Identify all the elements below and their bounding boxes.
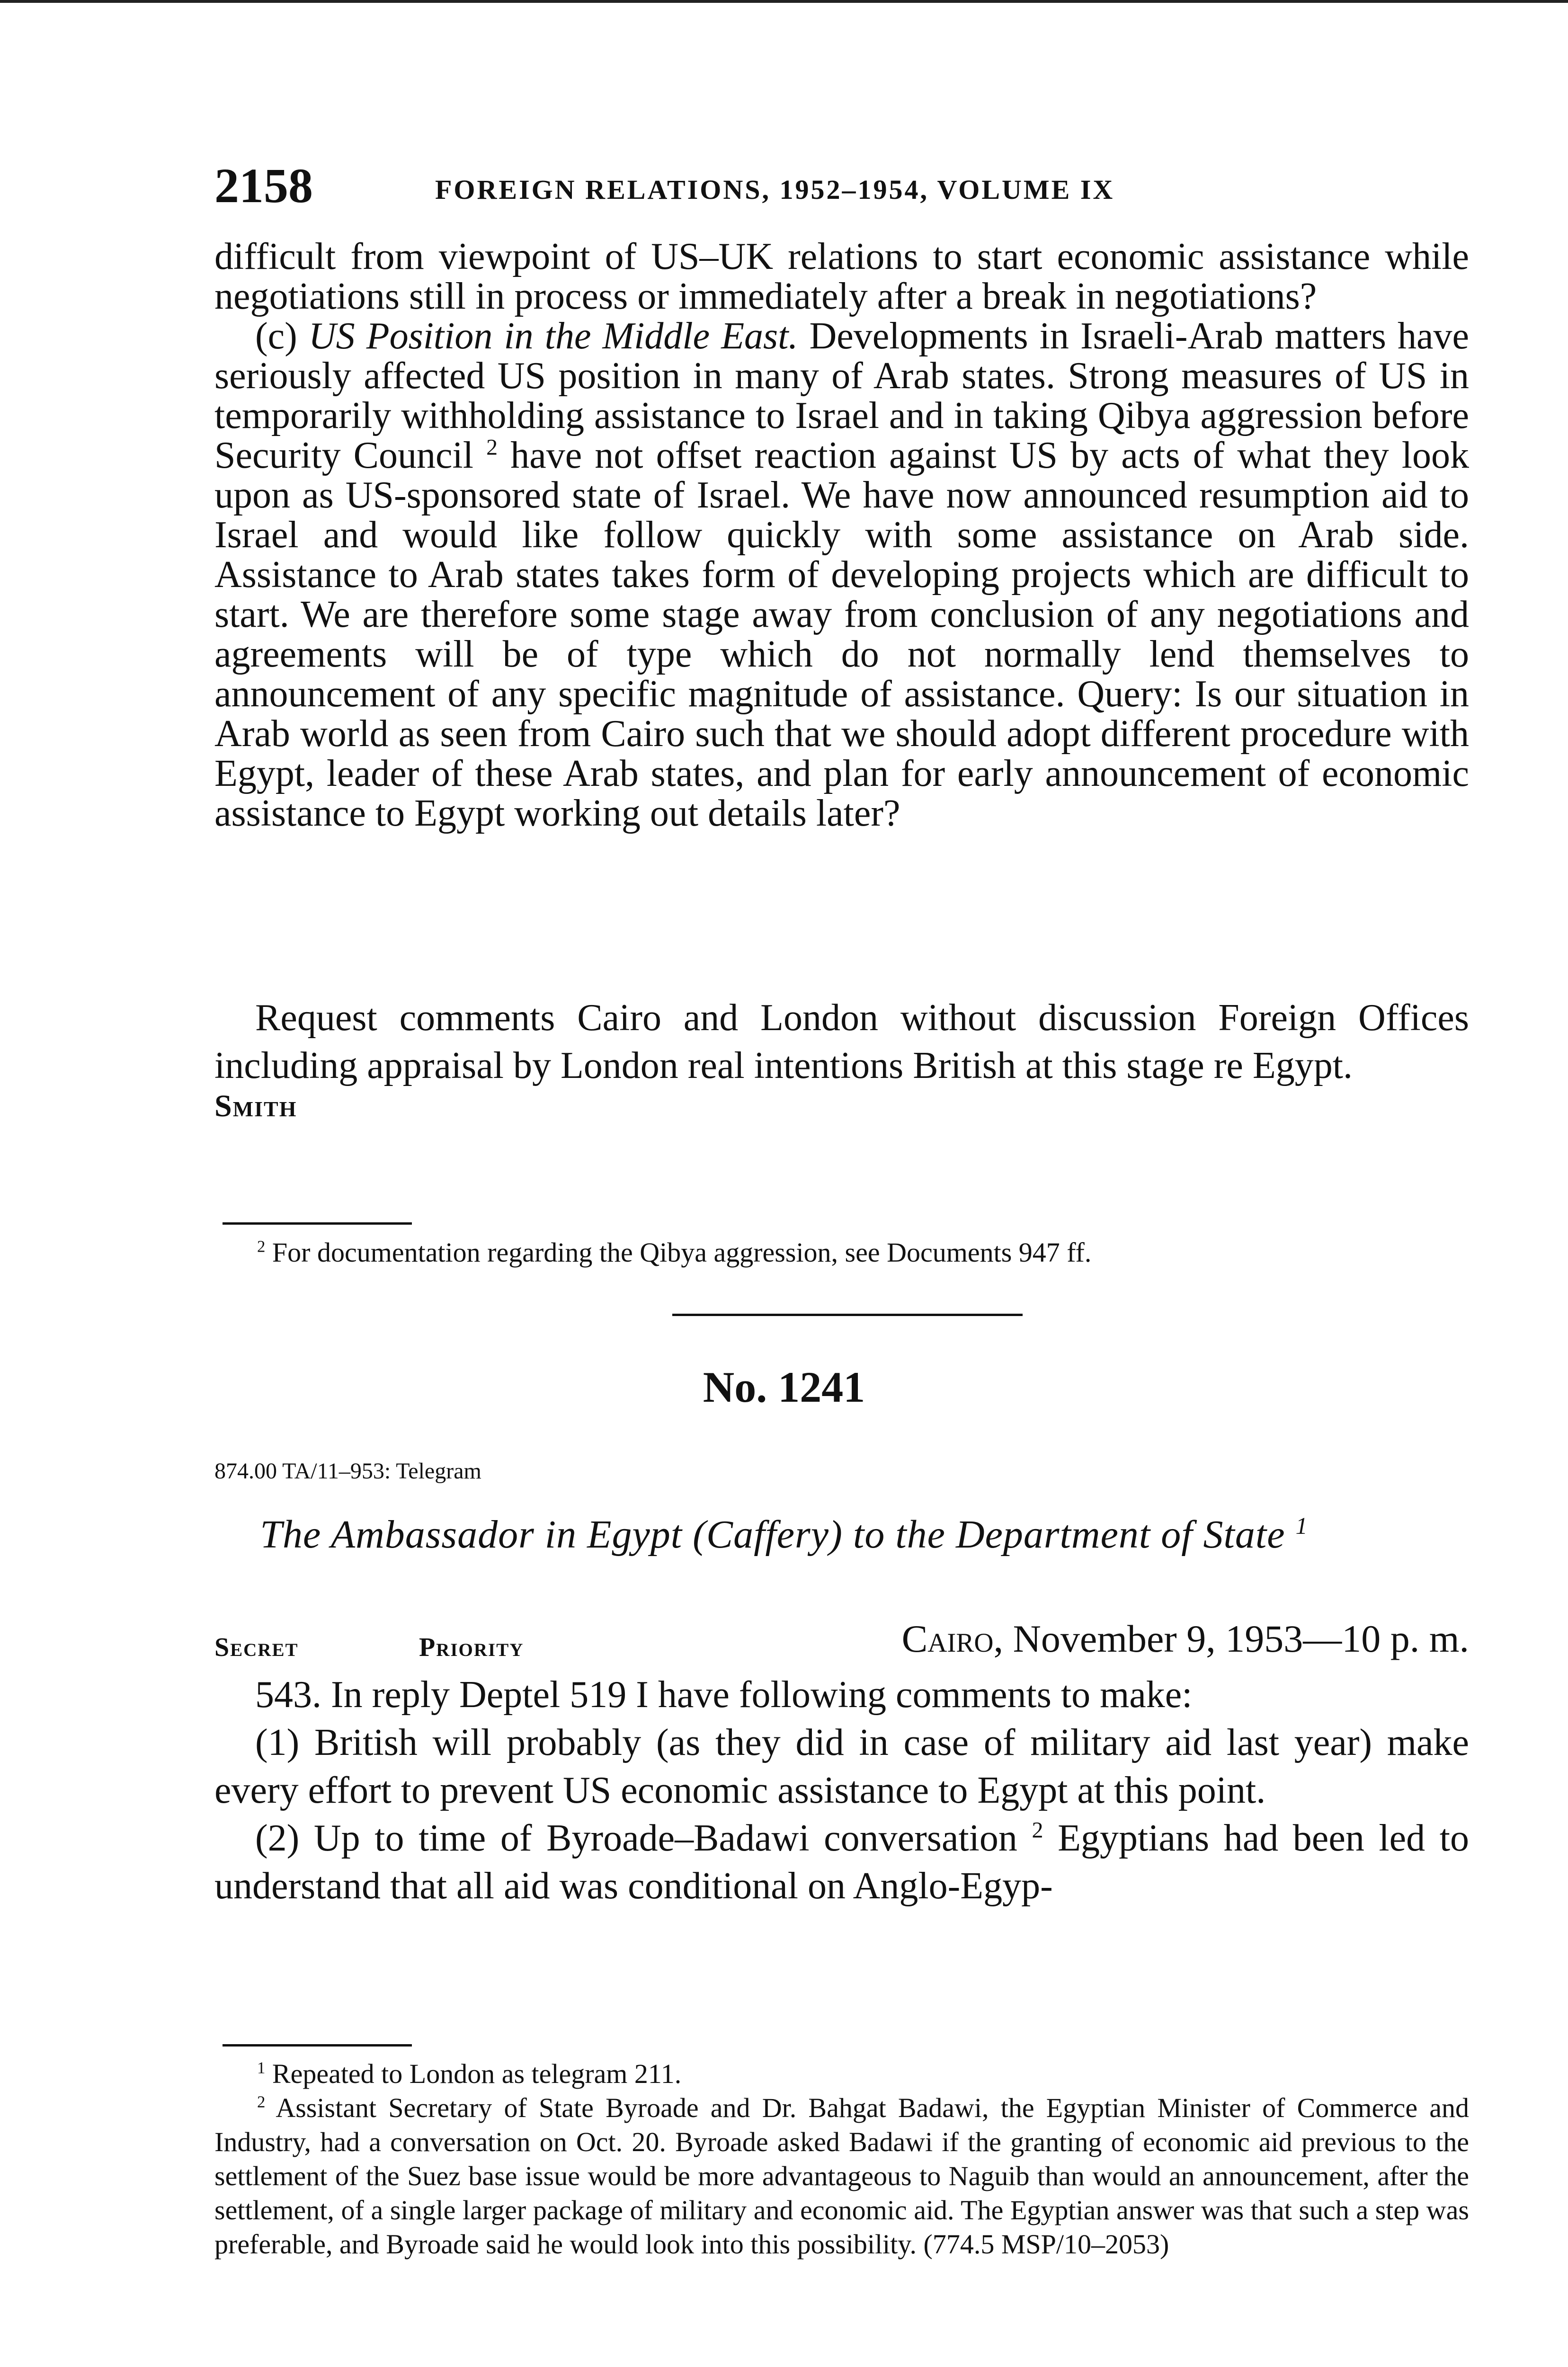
- footnote: $^2$ For documentation regarding the Qibya aggression, see Documents 947 ff.: [257, 1237, 1092, 1268]
- section-divider: [672, 1314, 1023, 1316]
- file-reference: 874.00 TA/11–953: Telegram: [214, 1459, 481, 1484]
- footnote-marker: 2: [1032, 1817, 1043, 1843]
- paragraph: (1) British will probably (as they did in case of military aid last year) make every effort to prevent US economic assistance to Egypt at this point.: [214, 1722, 1469, 1811]
- dateline: Cairo, November 9, 1953—10 p. m.: [901, 1617, 1469, 1660]
- signature: Smith: [214, 1089, 297, 1123]
- closing-paragraph: [214, 994, 1469, 1123]
- classification: Secret: [214, 1633, 299, 1662]
- footnote: $^1$ Repeated to London as telegram 211.: [257, 2058, 682, 2089]
- page-number: 2158: [214, 159, 313, 213]
- running-title: FOREIGN RELATIONS, 1952–1954, VOLUME IX: [435, 174, 1115, 205]
- footnote-rule: [223, 1222, 412, 1225]
- continued-telegram-body: [214, 237, 1469, 833]
- paragraph: 543. In reply Deptel 519 I have following comments to make:: [255, 1674, 1193, 1716]
- footnote-rule: [223, 2044, 412, 2047]
- footnote: $^2$ Assistant Secretary of State Byroade and Dr. Bahgat Badawi, the Egyptian Minister of Commerce and Industry, had a conversation on Oct. 20. Byroade asked Badawi if the granting of economic aid previous to the settlement of the Suez base issue would be more advantageous to Naguib than would an announcement, after the settlement, of a single larger package of military and economic aid. The Egyptian answer was that such a step was preferable, and Byroade said he would look into this possibility. (774.5 MSP/10–2053): [214, 2092, 1469, 2260]
- precedence: Priority: [419, 1633, 524, 1662]
- section-heading: US Position in the Middle East.: [308, 315, 798, 357]
- footnote-marker: 1: [1295, 1513, 1308, 1539]
- paragraph: difficult from viewpoint of US–UK relations to start economic assistance while negotiations still in process or immediately after a break in negotiations?: [214, 236, 1469, 317]
- running-header: [214, 160, 1469, 212]
- paragraph: Request comments Cairo and London without discussion Foreign Offices including appraisal by London real intentions British at this stage re Egypt.: [214, 997, 1469, 1086]
- paragraph: (c) US Position in the Middle East. Developments in Israeli-Arab matters have seriously affected US position in many of Arab states. Strong measures of US in temporarily withholding assistance to Israel and in taking Qibya aggression before Security Council $^2$ have not offset reaction against US by acts of what they look upon as US-sponsored state of Israel. We have now announced resumption aid to Israel and would like follow quickly with some assistance on Arab side. Assistance to Arab states takes form of developing projects which are difficult to start. We are therefore some stage away from conclusion of any negotiations and agreements will be of type which do not normally lend themselves to announcement of any specific magnitude of assistance. Query: Is our situation in Arab world as seen from Cairo such that we should adopt different procedure with Egypt, leader of these Arab states, and plan for early announcement of economic assistance to Egypt working out details later?: [214, 315, 1470, 834]
- footnote-marker: 2: [257, 1237, 266, 1256]
- paragraph: (2) Up to time of Byroade–Badawi conversation $^2$ Egyptians had been led to understand that all aid was conditional on Anglo-Egyp-: [214, 1817, 1470, 1907]
- footnote-marker: 2: [486, 435, 498, 460]
- footnote-marker: 1: [257, 2058, 266, 2077]
- page-top-border: [0, 0, 1568, 3]
- document-title: The Ambassador in Egypt (Caffery) to the Department of State $^1$: [260, 1513, 1308, 1557]
- document-number: No. 1241: [703, 1363, 865, 1411]
- telegram-body: [214, 1671, 1469, 1910]
- footnote-section: [214, 1236, 1469, 1270]
- footnote-marker: 2: [257, 2092, 266, 2111]
- classification-line: [214, 1615, 1469, 1663]
- footnotes: [214, 2057, 1469, 2261]
